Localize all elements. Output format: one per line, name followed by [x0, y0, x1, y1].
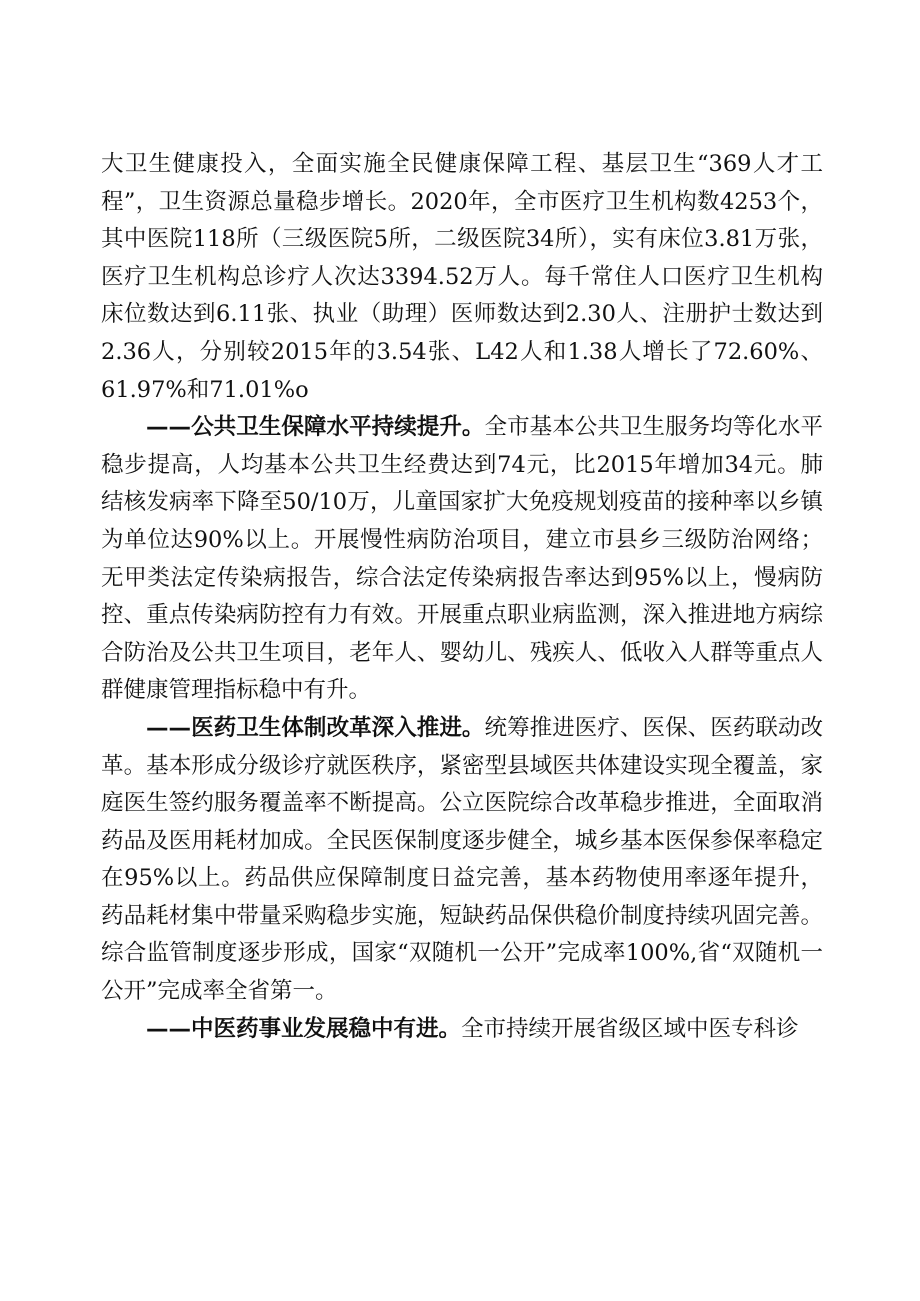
paragraph-lead: ——公共卫生保障水平持续提升。: [146, 414, 485, 441]
document-body: [101, 146, 823, 1048]
paragraph-text: 全市持续开展省级区域中医专科诊: [461, 1015, 799, 1042]
paragraph-lead: ——中医药事业发展稳中有进。: [146, 1015, 462, 1042]
paragraph-public-health: [101, 409, 823, 710]
paragraph-text: 统筹推进医疗、医保、医药联动改革。基本形成分级诊疗就医秩序，紧密型县域医共体建设实现全覆盖，家庭医生签约服务覆盖率不断提高。公立医院综合改革稳步推进，全面取消药品及医用耗材加成。全民医保制度逐步健全，城乡基本医保参保率稳定在95%以上。药品供应保障制度日益完善，基本药物使用率逐年提升，药品耗材集中带量采购稳步实施，短缺药品保供稳价制度持续巩固完善。综合监管制度逐步形成，国家“双随机一公开”完成率100%,省“双随机一公开”完成率全省第一。: [101, 714, 823, 1005]
paragraph-health-resources: [101, 146, 823, 409]
paragraph-medical-reform: [101, 710, 823, 1011]
paragraph-tcm: [101, 1011, 823, 1049]
paragraph-text: 大卫生健康投入，全面实施全民健康保障工程、基层卫生“369人才工程”，卫生资源总量稳步增长。2020年，全市医疗卫生机构数4253个，其中医院118所（三级医院5所，二级医院34所），实有床位3.81万张，医疗卫生机构总诊疗人次达3394.52万人。每千常住人口医疗卫生机构床位数达到6.11张、执业（助理）医师数达到2.30人、注册护士数达到2.36人，分别较2015年的3.54张、L42人和1.38人增长了72.60%、61.97%和71.01%o: [101, 151, 823, 403]
paragraph-lead: ——医药卫生体制改革深入推进。: [146, 714, 485, 741]
paragraph-text: 全市基本公共卫生服务均等化水平稳步提高，人均基本公共卫生经费达到74元，比2015年增加34元。肺结核发病率下降至50/10万，儿童国家扩大免疫规划疫苗的接种率以乡镇为单位达90%以上。开展慢性病防治项目，建立市县乡三级防治网络；无甲类法定传染病报告，综合法定传染病报告率达到95%以上，慢病防控、重点传染病防控有力有效。开展重点职业病监测，深入推进地方病综合防治及公共卫生项目，老年人、婴幼儿、残疾人、低收入人群等重点人群健康管理指标稳中有升。: [101, 414, 823, 704]
